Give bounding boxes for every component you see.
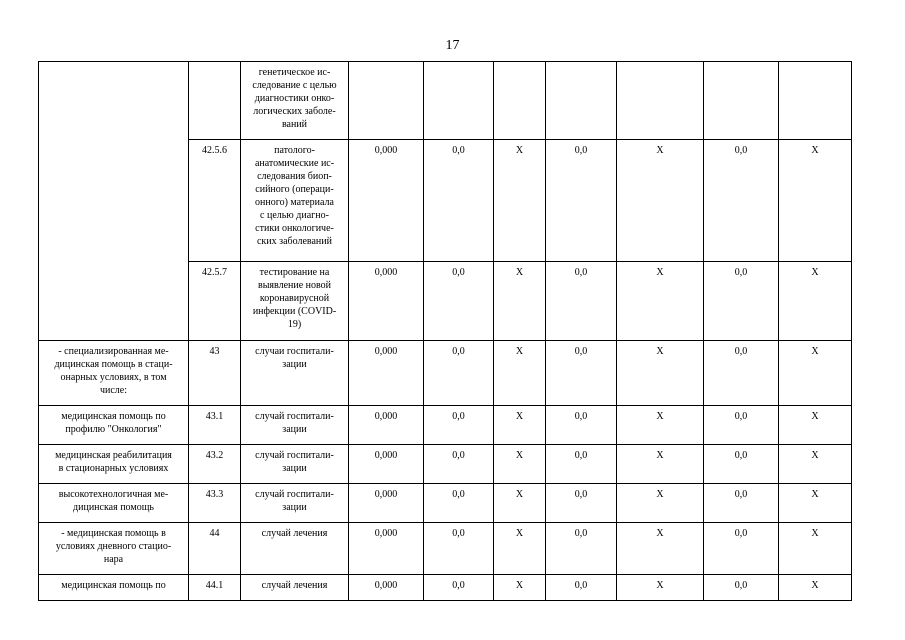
value-cell-4: 0,0 bbox=[546, 262, 617, 341]
value-cell-1: 0,000 bbox=[349, 445, 424, 484]
value-cell-7 bbox=[779, 62, 852, 140]
row-unit-cell: случай лечения bbox=[241, 575, 349, 601]
value-cell-7: X bbox=[779, 341, 852, 406]
value-cell-1: 0,000 bbox=[349, 575, 424, 601]
value-cell-6: 0,0 bbox=[704, 445, 779, 484]
value-cell-7: X bbox=[779, 262, 852, 341]
row-code-cell: 43.2 bbox=[189, 445, 241, 484]
table-row bbox=[39, 406, 852, 445]
row-name-cell: - специализированная ме- дицинская помощь в стаци- онарных условиях, в том числе: bbox=[39, 341, 189, 406]
value-cell-6: 0,0 bbox=[704, 140, 779, 262]
value-cell-3: X bbox=[494, 445, 546, 484]
value-cell-5: X bbox=[617, 262, 704, 341]
value-cell-1: 0,000 bbox=[349, 140, 424, 262]
value-cell-5: X bbox=[617, 341, 704, 406]
row-code-cell: 42.5.6 bbox=[189, 140, 241, 262]
value-cell-1: 0,000 bbox=[349, 262, 424, 341]
value-cell-2: 0,0 bbox=[424, 523, 494, 575]
table-row bbox=[39, 484, 852, 523]
value-cell-1 bbox=[349, 62, 424, 140]
row-name-cell: медицинская реабилитация в стационарных условиях bbox=[39, 445, 189, 484]
row-code-cell: 43.3 bbox=[189, 484, 241, 523]
value-cell-3: X bbox=[494, 575, 546, 601]
row-unit-cell: случай госпитали- зации bbox=[241, 445, 349, 484]
row-unit-cell: генетическое ис- следование с целью диагностики онко- логических заболе- ваний bbox=[241, 62, 349, 140]
value-cell-7: X bbox=[779, 523, 852, 575]
row-unit-cell: случаи госпитали- зации bbox=[241, 341, 349, 406]
row-code-cell: 43.1 bbox=[189, 406, 241, 445]
row-unit-cell: тестирование на выявление новой коронавирусной инфекции (COVID- 19) bbox=[241, 262, 349, 341]
value-cell-6: 0,0 bbox=[704, 341, 779, 406]
value-cell-2: 0,0 bbox=[424, 406, 494, 445]
value-cell-3: X bbox=[494, 484, 546, 523]
table-row bbox=[39, 575, 852, 601]
row-code-cell: 44 bbox=[189, 523, 241, 575]
data-table bbox=[38, 61, 852, 601]
row-unit-cell: случай лечения bbox=[241, 523, 349, 575]
row-unit-cell: случай госпитали- зации bbox=[241, 484, 349, 523]
value-cell-6 bbox=[704, 62, 779, 140]
value-cell-4: 0,0 bbox=[546, 575, 617, 601]
table-row bbox=[39, 341, 852, 406]
value-cell-6: 0,0 bbox=[704, 523, 779, 575]
row-name-cell: медицинская помощь по профилю "Онкология" bbox=[39, 406, 189, 445]
value-cell-3: X bbox=[494, 341, 546, 406]
row-name-cell: высокотехнологичная ме- дицинская помощь bbox=[39, 484, 189, 523]
value-cell-7: X bbox=[779, 484, 852, 523]
row-unit-cell: патолого- анатомические ис- следования биоп- сийного (операци- онного) материала с целью диагно- стики онкологиче- ских заболеваний bbox=[241, 140, 349, 262]
value-cell-3 bbox=[494, 62, 546, 140]
value-cell-4: 0,0 bbox=[546, 341, 617, 406]
value-cell-4: 0,0 bbox=[546, 140, 617, 262]
value-cell-6: 0,0 bbox=[704, 575, 779, 601]
value-cell-5: X bbox=[617, 523, 704, 575]
value-cell-7: X bbox=[779, 575, 852, 601]
value-cell-1: 0,000 bbox=[349, 484, 424, 523]
table-row bbox=[39, 62, 852, 140]
row-code-cell: 44.1 bbox=[189, 575, 241, 601]
value-cell-4: 0,0 bbox=[546, 484, 617, 523]
value-cell-5 bbox=[617, 62, 704, 140]
value-cell-7: X bbox=[779, 445, 852, 484]
row-unit-cell: случай госпитали- зации bbox=[241, 406, 349, 445]
value-cell-1: 0,000 bbox=[349, 406, 424, 445]
value-cell-5: X bbox=[617, 445, 704, 484]
value-cell-7: X bbox=[779, 140, 852, 262]
value-cell-6: 0,0 bbox=[704, 406, 779, 445]
value-cell-2: 0,0 bbox=[424, 262, 494, 341]
value-cell-2: 0,0 bbox=[424, 341, 494, 406]
value-cell-1: 0,000 bbox=[349, 523, 424, 575]
value-cell-5: X bbox=[617, 140, 704, 262]
row-code-cell bbox=[189, 62, 241, 140]
value-cell-3: X bbox=[494, 523, 546, 575]
row-name-cell: медицинская помощь по bbox=[39, 575, 189, 601]
value-cell-6: 0,0 bbox=[704, 262, 779, 341]
value-cell-4: 0,0 bbox=[546, 445, 617, 484]
table-row bbox=[39, 523, 852, 575]
value-cell-2: 0,0 bbox=[424, 140, 494, 262]
row-name-cell bbox=[39, 62, 189, 341]
value-cell-3: X bbox=[494, 140, 546, 262]
value-cell-4: 0,0 bbox=[546, 406, 617, 445]
page-number: 17 bbox=[445, 38, 460, 53]
value-cell-1: 0,000 bbox=[349, 341, 424, 406]
value-cell-7: X bbox=[779, 406, 852, 445]
value-cell-2 bbox=[424, 62, 494, 140]
row-name-cell: - медицинская помощь в условиях дневного стацио- нара bbox=[39, 523, 189, 575]
value-cell-5: X bbox=[617, 484, 704, 523]
value-cell-6: 0,0 bbox=[704, 484, 779, 523]
value-cell-5: X bbox=[617, 406, 704, 445]
value-cell-3: X bbox=[494, 262, 546, 341]
value-cell-2: 0,0 bbox=[424, 484, 494, 523]
value-cell-5: X bbox=[617, 575, 704, 601]
table-row bbox=[39, 445, 852, 484]
value-cell-2: 0,0 bbox=[424, 575, 494, 601]
value-cell-2: 0,0 bbox=[424, 445, 494, 484]
value-cell-4: 0,0 bbox=[546, 523, 617, 575]
value-cell-3: X bbox=[494, 406, 546, 445]
row-code-cell: 42.5.7 bbox=[189, 262, 241, 341]
value-cell-4 bbox=[546, 62, 617, 140]
row-code-cell: 43 bbox=[189, 341, 241, 406]
